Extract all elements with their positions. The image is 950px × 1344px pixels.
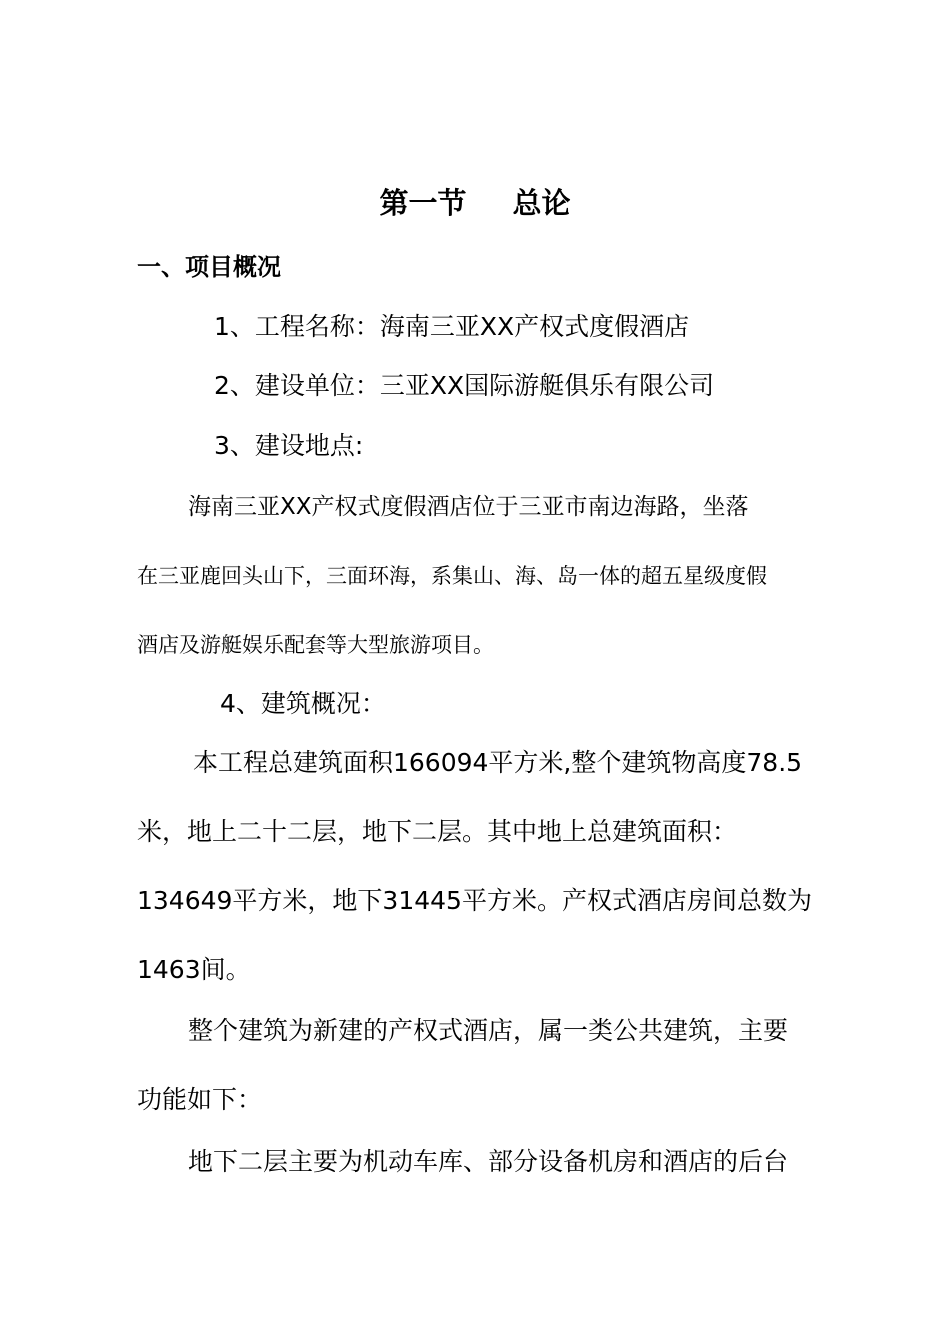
item-building-overview: 4、建筑概况： [220,689,386,718]
function-paragraph-line: 整个建筑为新建的产权式酒店，属一类公共建筑，主要 [188,1016,789,1045]
overview-paragraph-line: 1463间。 [137,955,251,984]
section-title [0,186,950,220]
subsection-heading: 一、项目概况 [137,253,281,281]
overview-paragraph-line: 米，地上二十二层，地下二层。其中地上总建筑面积： [137,817,738,846]
item-project-name: 1、工程名称：海南三亚XX产权式度假酒店 [214,312,690,341]
item-location: 3、建设地点: [214,431,364,460]
item-builder: 2、建设单位：三亚XX国际游艇俱乐有限公司 [214,371,715,400]
location-paragraph-line: 海南三亚XX产权式度假酒店位于三亚市南边海路，坐落 [188,494,749,520]
location-paragraph-line: 在三亚鹿回头山下，三面环海，系集山、海、岛一体的超五星级度假 [137,564,767,588]
function-paragraph-line: 功能如下： [137,1085,263,1114]
overview-paragraph-line: 本工程总建筑面积166094平方米,整个建筑物高度78.5 [193,748,803,777]
section-number: 第一节 [379,186,467,220]
location-paragraph-line: 酒店及游艇娱乐配套等大型旅游项目。 [137,633,494,657]
section-name: 总论 [512,186,571,220]
basement-paragraph-line: 地下二层主要为机动车库、部分设备机房和酒店的后台 [188,1147,789,1176]
overview-paragraph-line: 134649平方米，地下31445平方米。产权式酒店房间总数为 [137,886,812,915]
